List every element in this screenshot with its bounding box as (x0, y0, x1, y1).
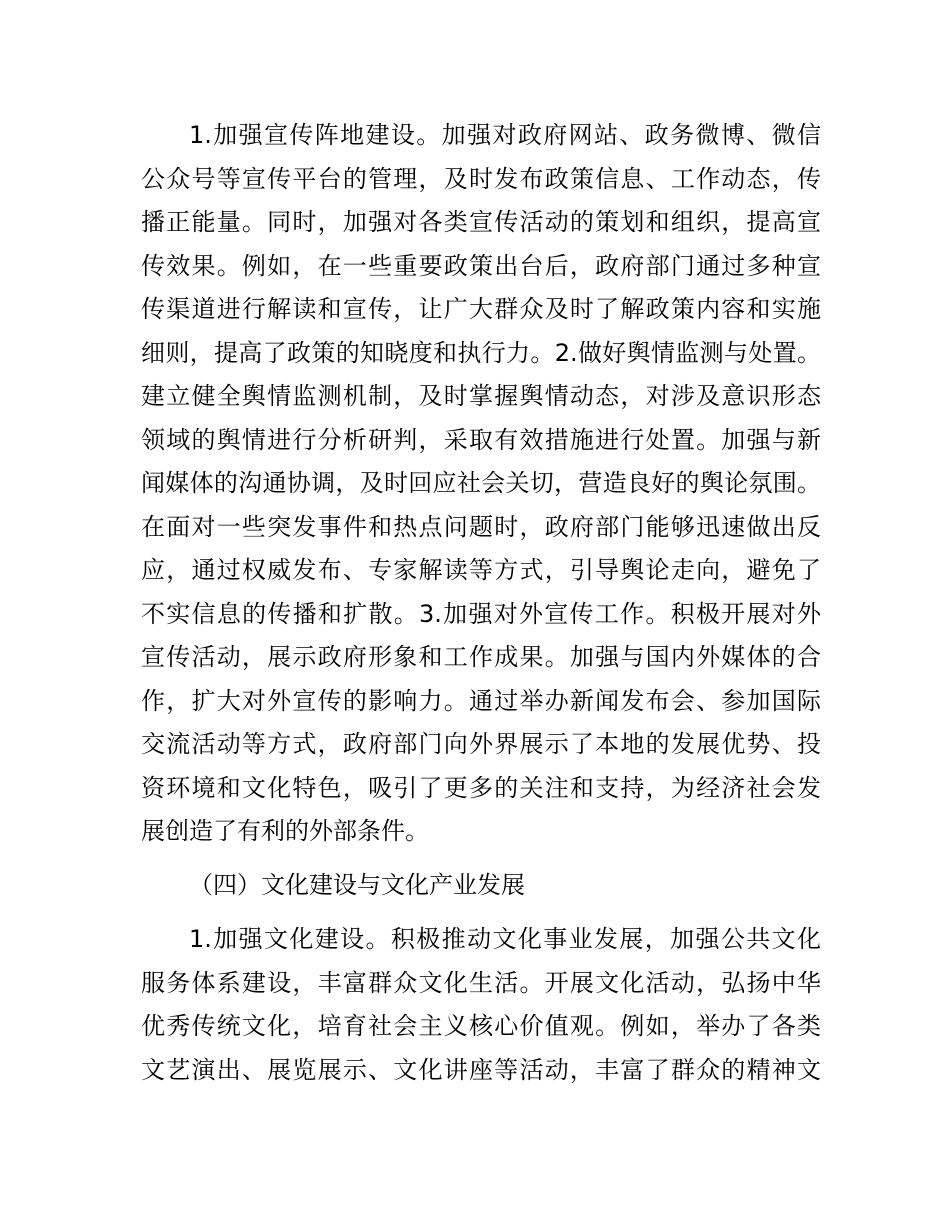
text-line: 1.加强宣传阵地建设。加强对政府网站、政务微博、微信 (189, 121, 821, 149)
text-line: 在面对一些突发事件和热点问题时，政府部门能够迅速做出反 (141, 512, 821, 541)
text-line: 公众号等宣传平台的管理，及时发布政策信息、工作动态，传 (141, 164, 821, 193)
text-line: 不实信息的传播和扩散。3.加强对外宣传工作。积极开展对外 (141, 599, 821, 628)
text-line: 传效果。例如，在一些重要政策出台后，政府部门通过多种宣 (141, 251, 821, 280)
text-line: 应，通过权威发布、专家解读等方式，引导舆论走向，避免了 (141, 556, 821, 584)
text-line: 宣传活动，展示政府形象和工作成果。加强与国内外媒体的合 (141, 643, 821, 671)
text-line: 闻媒体的沟通协调，及时回应社会关切，营造良好的舆论氛围。 (141, 469, 821, 497)
text-line: 播正能量。同时，加强对各类宣传活动的策划和组织，提高宣 (141, 208, 821, 236)
body-paragraph-publicity (141, 114, 821, 854)
text-line: 作，扩大对外宣传的影响力。通过举办新闻发布会、参加国际 (141, 686, 821, 715)
text-line: 资环境和文化特色，吸引了更多的关注和支持，为经济社会发 (141, 773, 821, 802)
text-line: 细则，提高了政策的知晓度和执行力。2.做好舆情监测与处置。 (141, 338, 821, 367)
text-line: 交流活动等方式，政府部门向外界展示了本地的发展优势、投 (141, 730, 821, 758)
text-line: 1.加强文化建设。积极推动文化事业发展，加强公共文化 (189, 925, 821, 953)
text-line: 展创造了有利的外部条件。 (141, 817, 429, 845)
text-line: 优秀传统文化，培育社会主义核心价值观。例如，举办了各类 (141, 1012, 821, 1040)
section-heading-text: （四）文化建设与文化产业发展 (189, 871, 525, 899)
text-line: 文艺演出、展览展示、文化讲座等活动，丰富了群众的精神文 (141, 1055, 821, 1084)
text-line: 服务体系建设，丰富群众文化生活。开展文化活动，弘扬中华 (141, 968, 821, 997)
section-heading (141, 864, 821, 908)
text-line: 领域的舆情进行分析研判，采取有效措施进行处置。加强与新 (141, 425, 821, 454)
text-line: 建立健全舆情监测机制，及时掌握舆情动态，对涉及意识形态 (141, 382, 821, 410)
body-paragraph-culture (141, 918, 821, 1092)
text-line: 传渠道进行解读和宣传，让广大群众及时了解政策内容和实施 (141, 295, 821, 323)
